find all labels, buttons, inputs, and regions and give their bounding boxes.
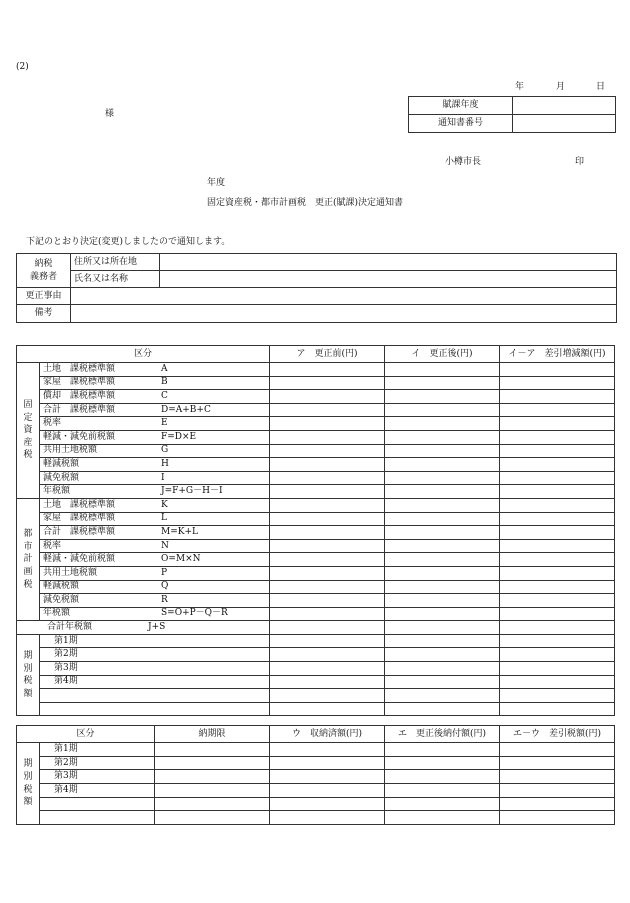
amount-cell[interactable] xyxy=(385,770,500,784)
amount-cell[interactable] xyxy=(385,566,500,580)
amount-cell[interactable] xyxy=(500,770,615,784)
fixed-asset-row-label: 税率 E xyxy=(40,417,270,431)
amount-cell[interactable] xyxy=(385,689,500,703)
installment-row-label: 第3期 xyxy=(40,770,155,784)
amount-cell[interactable] xyxy=(385,743,500,757)
amount-cell[interactable] xyxy=(500,756,615,770)
amount-cell[interactable] xyxy=(270,797,385,811)
amount-cell[interactable] xyxy=(500,485,615,499)
page-marker: (2) xyxy=(16,62,29,72)
amount-cell[interactable] xyxy=(270,702,385,716)
amount-cell[interactable] xyxy=(270,403,385,417)
city-planning-row-label: 共用土地税額 P xyxy=(40,566,270,580)
amount-cell[interactable] xyxy=(270,634,385,648)
amount-cell[interactable] xyxy=(270,498,385,512)
formula-code: G xyxy=(161,445,169,456)
installment-row-label: 第1期 xyxy=(40,634,270,648)
date-month: 月 xyxy=(556,82,566,92)
formula-code: F=D×E xyxy=(161,431,197,442)
fixed-asset-row-label: 共用土地税額 G xyxy=(40,444,270,458)
amount-cell[interactable] xyxy=(270,553,385,567)
amount-cell[interactable] xyxy=(500,784,615,798)
city-planning-section-label: 都 市 計 画 税 xyxy=(17,498,40,620)
amount-cell[interactable] xyxy=(385,634,500,648)
formula-code: C xyxy=(161,390,168,401)
amount-cell[interactable] xyxy=(500,363,615,377)
amount-cell[interactable] xyxy=(500,390,615,404)
installment-row-label: 第2期 xyxy=(40,648,270,662)
remarks-value[interactable] xyxy=(71,305,617,323)
amount-cell[interactable] xyxy=(500,811,615,825)
amount-cell[interactable] xyxy=(385,512,500,526)
header-col-3: イ－ア 差引増減額(円) xyxy=(500,346,615,363)
installment-row-label xyxy=(40,811,155,825)
amount-cell[interactable] xyxy=(270,539,385,553)
taxpayer-table xyxy=(16,253,617,323)
amount-cell[interactable] xyxy=(270,770,385,784)
amount-cell[interactable] xyxy=(385,607,500,621)
installment-row-label: 第1期 xyxy=(40,743,155,757)
amount-cell[interactable] xyxy=(270,376,385,390)
amount-cell[interactable] xyxy=(500,471,615,485)
amount-cell[interactable] xyxy=(500,675,615,689)
amount-cell[interactable] xyxy=(500,539,615,553)
formula-code: K xyxy=(161,499,168,510)
amount-cell[interactable] xyxy=(270,363,385,377)
amount-cell[interactable] xyxy=(500,512,615,526)
city-planning-row-label: 軽減・減免前税額 O=M×N xyxy=(40,553,270,567)
formula-code: N xyxy=(161,540,169,551)
formula-code: A xyxy=(161,363,168,374)
amount-cell[interactable] xyxy=(385,675,500,689)
amount-cell[interactable] xyxy=(155,797,270,811)
amount-cell[interactable] xyxy=(155,811,270,825)
city-planning-row-label: 合計 課税標準額 M=K+L xyxy=(40,526,270,540)
amount-cell[interactable] xyxy=(500,634,615,648)
city-planning-row-label: 税率 N xyxy=(40,539,270,553)
amount-cell[interactable] xyxy=(385,580,500,594)
formula-code: H xyxy=(161,458,169,469)
amount-cell[interactable] xyxy=(270,580,385,594)
remarks-label: 備考 xyxy=(17,305,71,323)
city-planning-row-label: 家屋 課税標準額 L xyxy=(40,512,270,526)
amount-cell[interactable] xyxy=(385,471,500,485)
notice-number-value[interactable] xyxy=(513,115,616,133)
amount-cell[interactable] xyxy=(385,648,500,662)
installment-row-label xyxy=(40,702,270,716)
header-col-3: エ 更正後納付額(円) xyxy=(385,726,500,743)
amount-cell[interactable] xyxy=(385,594,500,608)
amount-cell[interactable] xyxy=(385,539,500,553)
header-col-4: エ－ウ 差引税額(円) xyxy=(500,726,615,743)
amount-cell[interactable] xyxy=(385,811,500,825)
amount-cell[interactable] xyxy=(500,621,615,635)
amount-cell[interactable] xyxy=(500,498,615,512)
amount-cell[interactable] xyxy=(500,648,615,662)
amount-cell[interactable] xyxy=(270,471,385,485)
amount-cell[interactable] xyxy=(500,444,615,458)
amount-cell[interactable] xyxy=(385,702,500,716)
formula-code: I xyxy=(161,472,165,483)
formula-code: Q xyxy=(161,581,169,592)
date-day: 日 xyxy=(596,82,606,92)
amount-cell[interactable] xyxy=(385,797,500,811)
address-label: 住所又は所在地 xyxy=(71,254,160,271)
amount-cell[interactable] xyxy=(155,756,270,770)
header-col-2: ウ 収納済額(円) xyxy=(270,726,385,743)
fiscal-year-label: 賦課年度 xyxy=(409,97,513,115)
installment-row-label: 第2期 xyxy=(40,756,155,770)
amount-cell[interactable] xyxy=(270,526,385,540)
amount-cell[interactable] xyxy=(500,689,615,703)
amount-cell[interactable] xyxy=(500,526,615,540)
amount-cell[interactable] xyxy=(270,607,385,621)
amount-cell[interactable] xyxy=(385,390,500,404)
formula-code: L xyxy=(161,513,167,524)
amount-cell[interactable] xyxy=(385,363,500,377)
amount-cell[interactable] xyxy=(385,526,500,540)
header-section: 区分 xyxy=(17,726,155,743)
amount-cell[interactable] xyxy=(385,756,500,770)
main-tax-table xyxy=(16,345,615,716)
formula-code: R xyxy=(161,594,168,605)
fixed-asset-row-label: 減免税額 I xyxy=(40,471,270,485)
amount-cell[interactable] xyxy=(155,770,270,784)
installment-row-label: 第3期 xyxy=(40,662,270,676)
fixed-asset-row-label: 軽減・減免前税額 F=D×E xyxy=(40,430,270,444)
installment-row-label: 第4期 xyxy=(40,675,270,689)
fixed-asset-row-label: 土地 課税標準額 A xyxy=(40,363,270,377)
amount-cell[interactable] xyxy=(500,743,615,757)
installment-table-section-label: 期 別 税 額 xyxy=(17,743,40,825)
amount-cell[interactable] xyxy=(270,444,385,458)
amount-cell[interactable] xyxy=(270,512,385,526)
amount-cell[interactable] xyxy=(270,743,385,757)
total-tax-label: 合計年税額 J+S xyxy=(17,621,270,635)
amount-cell[interactable] xyxy=(385,430,500,444)
formula-code: E xyxy=(161,418,168,429)
fixed-asset-section-label: 固 定 資 産 税 xyxy=(17,363,40,499)
header-col-2: イ 更正後(円) xyxy=(385,346,500,363)
amount-cell[interactable] xyxy=(270,390,385,404)
amount-cell[interactable] xyxy=(155,743,270,757)
amount-cell[interactable] xyxy=(500,662,615,676)
amount-cell[interactable] xyxy=(385,498,500,512)
title-year-label: 年度 xyxy=(207,178,226,188)
city-planning-row-label: 年税額 S=O+P－Q－R xyxy=(40,607,270,621)
amount-cell[interactable] xyxy=(500,580,615,594)
formula-code: S=O+P－Q－R xyxy=(161,608,228,619)
installment-row-label xyxy=(40,797,155,811)
amount-cell[interactable] xyxy=(500,594,615,608)
formula-code: B xyxy=(161,377,168,388)
amount-cell[interactable] xyxy=(270,756,385,770)
amount-cell[interactable] xyxy=(500,458,615,472)
city-planning-row-label: 軽減税額 Q xyxy=(40,580,270,594)
amount-cell[interactable] xyxy=(500,797,615,811)
amount-cell[interactable] xyxy=(270,648,385,662)
amount-cell[interactable] xyxy=(385,444,500,458)
amount-cell[interactable] xyxy=(385,784,500,798)
formula-code: J+S xyxy=(148,622,166,633)
date-year: 年 xyxy=(515,82,525,92)
amount-cell[interactable] xyxy=(270,662,385,676)
installment-section-label: 期 別 税 額 xyxy=(17,634,40,716)
city-planning-row-label: 土地 課税標準額 K xyxy=(40,498,270,512)
fixed-asset-row-label: 合計 課税標準額 D=A+B+C xyxy=(40,403,270,417)
address-value[interactable] xyxy=(160,254,617,271)
document-title: 固定資産税・都市計画税 更正(賦課)決定通知書 xyxy=(207,198,404,208)
fixed-asset-row-label: 償却 課税標準額 C xyxy=(40,390,270,404)
amount-cell[interactable] xyxy=(270,566,385,580)
header-col-1: 納期限 xyxy=(155,726,270,743)
amount-cell[interactable] xyxy=(270,458,385,472)
issuer-name: 小樽市長 xyxy=(445,157,482,167)
header-col-1: ア 更正前(円) xyxy=(270,346,385,363)
seal-mark: 印 xyxy=(575,157,585,167)
amount-cell[interactable] xyxy=(500,403,615,417)
amount-cell[interactable] xyxy=(385,485,500,499)
amount-cell[interactable] xyxy=(270,621,385,635)
fixed-asset-row-label: 家屋 課税標準額 B xyxy=(40,376,270,390)
amount-cell[interactable] xyxy=(385,621,500,635)
amount-cell[interactable] xyxy=(385,376,500,390)
reason-label: 更正事由 xyxy=(17,288,71,305)
installment-row-label xyxy=(40,689,270,703)
fixed-asset-row-label: 軽減税額 H xyxy=(40,458,270,472)
amount-cell[interactable] xyxy=(270,430,385,444)
addressee-suffix: 様 xyxy=(105,109,115,119)
amount-cell[interactable] xyxy=(385,403,500,417)
amount-cell[interactable] xyxy=(500,607,615,621)
formula-code: J=F+G－H－I xyxy=(161,486,223,497)
installment-row-label: 第4期 xyxy=(40,784,155,798)
amount-cell[interactable] xyxy=(385,553,500,567)
amount-cell[interactable] xyxy=(270,675,385,689)
amount-cell[interactable] xyxy=(385,458,500,472)
installment-table xyxy=(16,725,615,825)
amount-cell[interactable] xyxy=(270,485,385,499)
reason-value[interactable] xyxy=(71,288,617,305)
amount-cell[interactable] xyxy=(270,594,385,608)
amount-cell[interactable] xyxy=(500,376,615,390)
taxpayer-group-label: 納税 義務者 xyxy=(17,254,71,288)
fiscal-year-value[interactable] xyxy=(513,97,616,115)
name-label: 氏名又は名称 xyxy=(71,271,160,288)
notice-number-label: 通知書番号 xyxy=(409,115,513,133)
info-box xyxy=(408,96,616,133)
header-section: 区分 xyxy=(17,346,270,363)
amount-cell[interactable] xyxy=(270,811,385,825)
city-planning-row-label: 減免税額 R xyxy=(40,594,270,608)
amount-cell[interactable] xyxy=(270,784,385,798)
formula-code: O=M×N xyxy=(161,554,201,565)
amount-cell[interactable] xyxy=(500,417,615,431)
formula-code: P xyxy=(161,567,168,578)
amount-cell[interactable] xyxy=(270,689,385,703)
amount-cell[interactable] xyxy=(385,662,500,676)
amount-cell[interactable] xyxy=(500,553,615,567)
amount-cell[interactable] xyxy=(270,417,385,431)
intro-text: 下記のとおり決定(変更)しましたので通知します。 xyxy=(26,237,231,247)
formula-code: D=A+B+C xyxy=(161,404,211,415)
fixed-asset-row-label: 年税額 J=F+G－H－I xyxy=(40,485,270,499)
amount-cell[interactable] xyxy=(500,430,615,444)
name-value[interactable] xyxy=(160,271,617,288)
amount-cell[interactable] xyxy=(500,702,615,716)
amount-cell[interactable] xyxy=(385,417,500,431)
amount-cell[interactable] xyxy=(155,784,270,798)
amount-cell[interactable] xyxy=(500,566,615,580)
formula-code: M=K+L xyxy=(161,526,198,537)
